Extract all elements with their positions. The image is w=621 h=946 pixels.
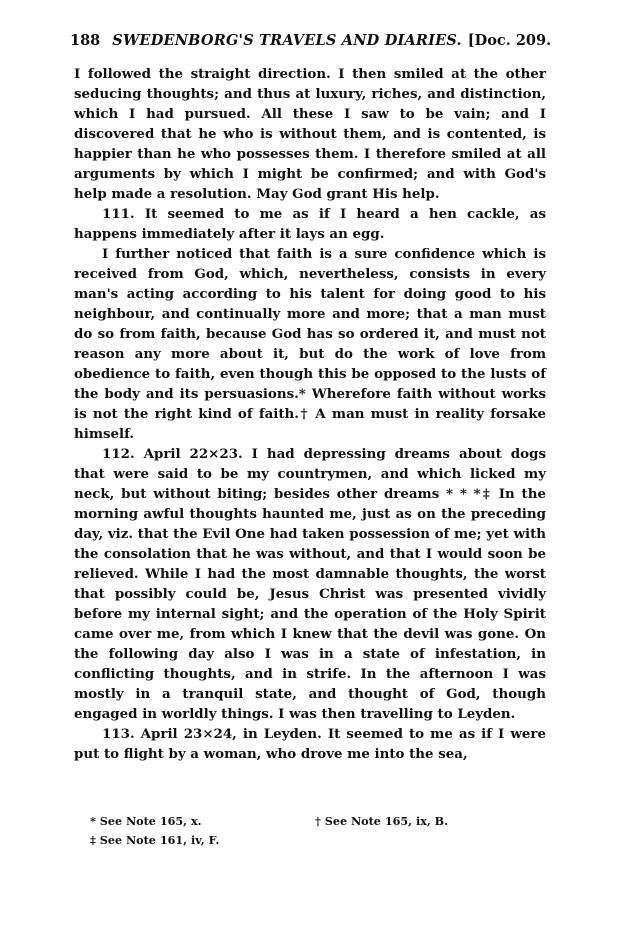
paragraph-111: 111. It seemed to me as if I heard a hen cackle, as happens immediately after it lays an egg. — [74, 206, 546, 242]
footnote-row — [90, 812, 550, 831]
footnotes — [90, 812, 550, 850]
running-title: SWEDENBORG'S TRAVELS AND DIARIES. — [112, 32, 462, 49]
running-header — [70, 31, 570, 51]
body-text — [74, 64, 546, 764]
footnote-row — [90, 831, 550, 850]
doc-reference: [Doc. 209. — [467, 32, 552, 49]
footnote-dagger: † See Note 165, ix, B. — [315, 814, 449, 828]
paragraph-112: 112. April 22×23. I had depressing dreams about dogs that were said to be my countrymen, and which licked my neck, but without biting; besides other dreams * * *‡ In the morning awful thoughts haunted me, just as on the preceding day, viz. that the Evil One had taken possession of me; yet with the consolation that he was without, and that I would soon be relieved. While I had the most damnable thoughts, the worst that possibly could be, Jesus Christ was presented vividly before my internal sight; and the operation of the Holy Spirit came over me, from which I knew that the devil was gone. On the following day also I was in a state of infestation, in conflicting thoughts, and in strife. In the afternoon I was mostly in a tranquil state, and thought of God, though engaged in worldly things. I was then travelling to Leyden. — [74, 446, 546, 722]
paragraph-113: 113. April 23×24, in Leyden. It seemed to me as if I were put to flight by a woman, who drove me into the sea, — [74, 726, 546, 762]
footnote-double-dagger: ‡ See Note 161, iv, F. — [90, 833, 220, 847]
paragraph-continuation: I followed the straight direction. I then smiled at the other seducing thoughts; and thus at luxury, riches, and distinction, which I had pursued. All these I saw to be vain; and I discovered that he who is without them, and is contented, is happier than he who possesses them. I therefore smiled at all arguments by which I might be confirmed; and with God's help made a resolution. May God grant His help. — [74, 66, 546, 202]
paragraph-faith: I further noticed that faith is a sure confidence which is received from God, which, nevertheless, consists in every man's acting according to his talent for doing good to his neighbour, and continually more and more; that a man must do so from faith, because God has so ordered it, and must not reason any more about it, but do the work of love from obedience to faith, even though this be opposed to the lusts of the body and its persuasions.* Wherefore faith without works is not the right kind of faith.† A man must in reality forsake himself. — [74, 246, 546, 442]
page-number: 188 — [70, 32, 101, 49]
footnote-star: * See Note 165, x. — [90, 814, 202, 828]
